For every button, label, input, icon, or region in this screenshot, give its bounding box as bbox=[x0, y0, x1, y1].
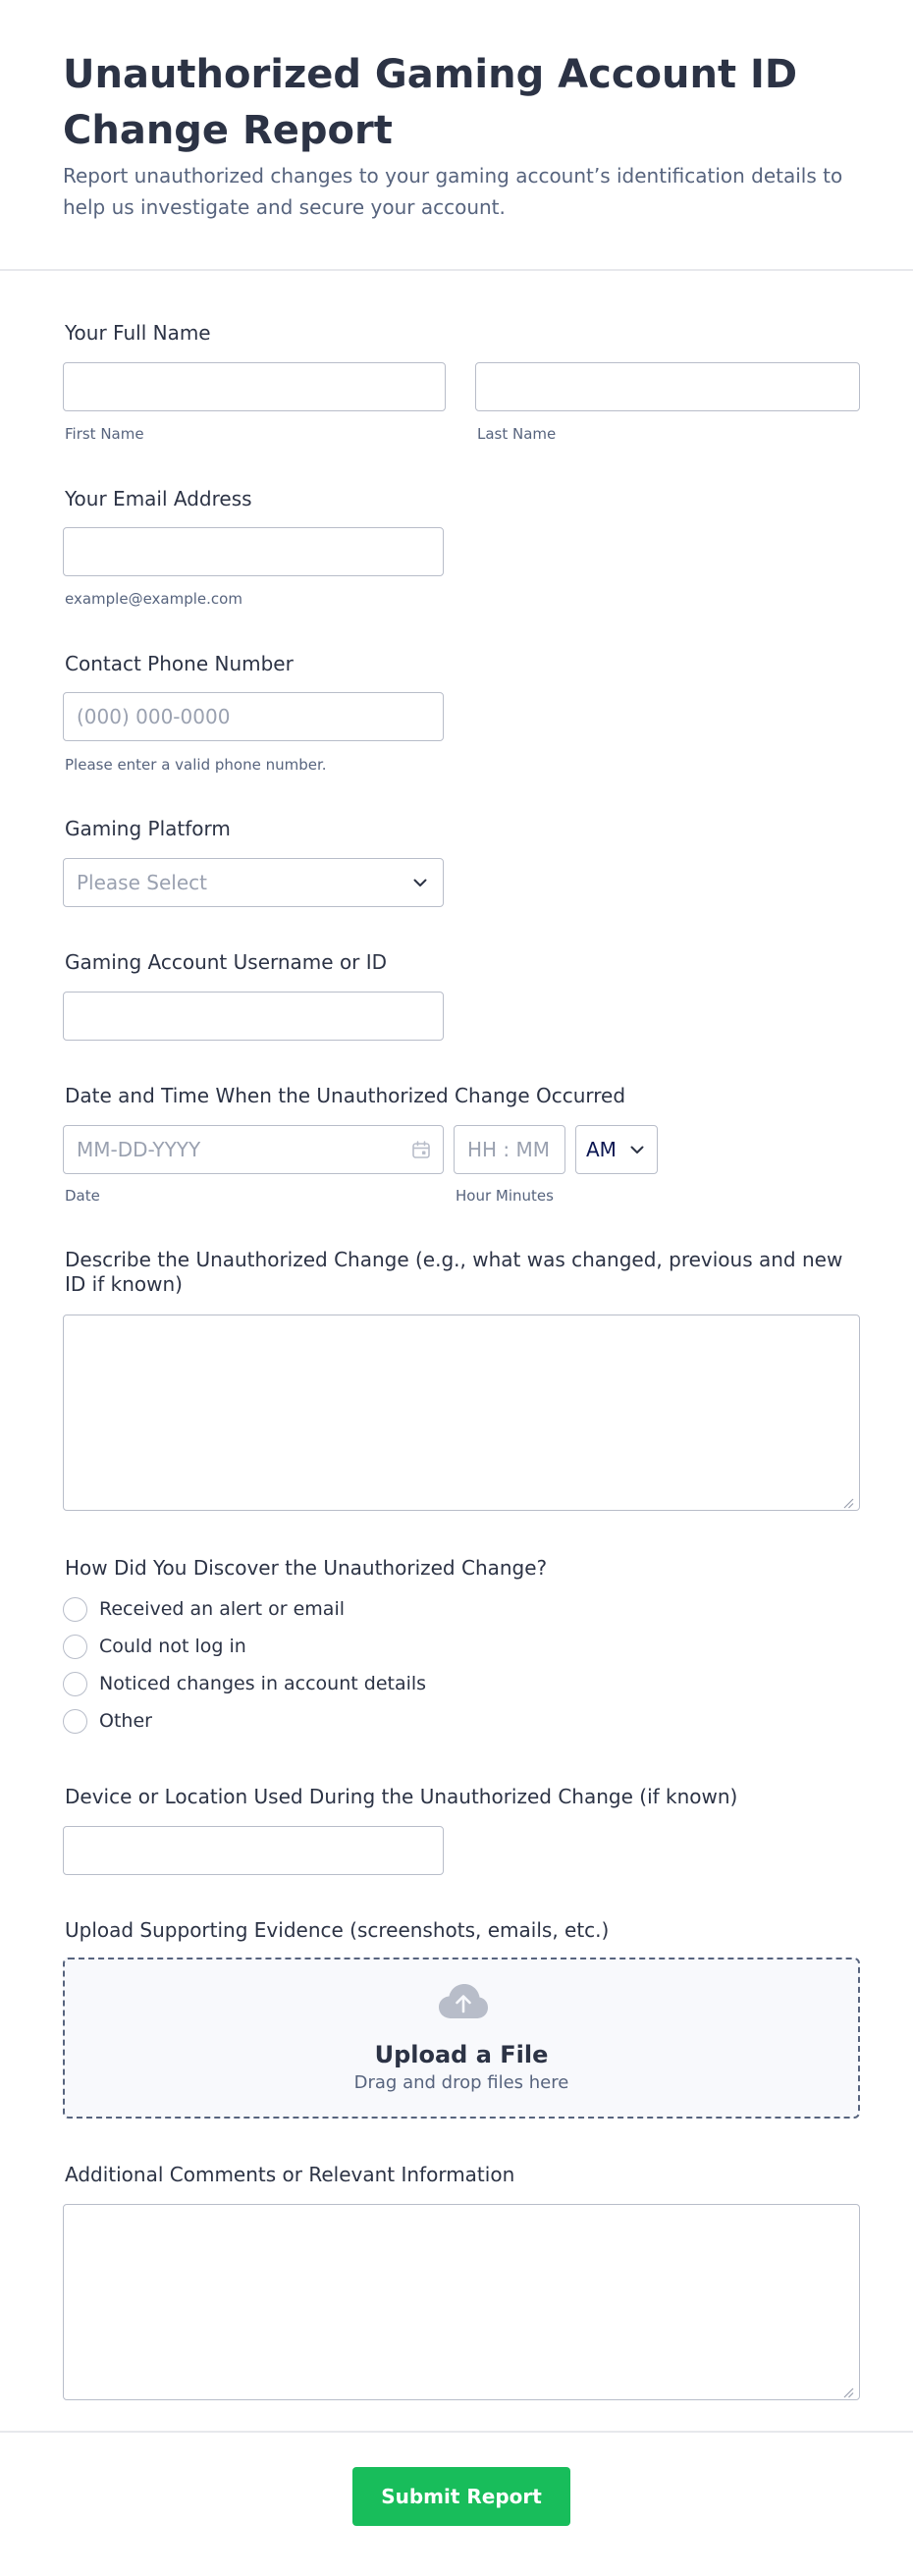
ampm-select[interactable] bbox=[575, 1125, 658, 1174]
radio-button[interactable] bbox=[63, 1635, 87, 1659]
radio-button[interactable] bbox=[63, 1672, 87, 1696]
radio-label: Noticed changes in account details bbox=[99, 1673, 427, 1694]
describe-label: Describe the Unauthorized Change (e.g., what was changed, previous and new ID if known) bbox=[65, 1248, 843, 1296]
page-subtitle: Report unauthorized changes to your gaming account’s identification details to help us investigate and secure your account. bbox=[63, 164, 843, 219]
chevron-down-icon bbox=[410, 873, 430, 892]
ampm-value: AM bbox=[586, 1138, 617, 1161]
upload-title: Upload a File bbox=[374, 2041, 549, 2068]
comments-textarea[interactable] bbox=[63, 2204, 860, 2400]
username-label: Gaming Account Username or ID bbox=[65, 950, 388, 974]
email-label: Your Email Address bbox=[65, 487, 252, 510]
email-sublabel: example@example.com bbox=[65, 590, 242, 608]
phone-input[interactable] bbox=[63, 692, 444, 741]
radio-button[interactable] bbox=[63, 1597, 87, 1622]
last-name-sublabel: Last Name bbox=[477, 425, 557, 443]
first-name-sublabel: First Name bbox=[65, 425, 144, 443]
radio-option-could-not-log-in[interactable] bbox=[63, 1633, 246, 1660]
platform-select-value: Please Select bbox=[77, 871, 207, 894]
calendar-icon[interactable] bbox=[410, 1139, 432, 1160]
device-label: Device or Location Used During the Unauthorized Change (if known) bbox=[65, 1785, 738, 1808]
chevron-down-icon bbox=[627, 1140, 647, 1159]
resize-handle-icon[interactable] bbox=[842, 2384, 854, 2395]
datetime-label: Date and Time When the Unauthorized Change Occurred bbox=[65, 1084, 626, 1107]
full-name-label: Your Full Name bbox=[65, 321, 211, 345]
describe-textarea[interactable] bbox=[63, 1315, 860, 1511]
file-upload-dropzone[interactable] bbox=[63, 1958, 860, 2119]
resize-handle-icon[interactable] bbox=[842, 1494, 854, 1506]
date-input[interactable] bbox=[63, 1125, 444, 1174]
cloud-upload-icon bbox=[438, 1983, 489, 2020]
radio-label: Other bbox=[99, 1710, 152, 1732]
comments-label: Additional Comments or Relevant Information bbox=[65, 2163, 515, 2186]
time-sublabel: Hour Minutes bbox=[456, 1187, 554, 1205]
form-header bbox=[0, 0, 913, 271]
radio-label: Could not log in bbox=[99, 1636, 246, 1657]
device-input[interactable] bbox=[63, 1826, 444, 1875]
phone-label: Contact Phone Number bbox=[65, 652, 294, 675]
submit-button[interactable]: Submit Report bbox=[352, 2467, 570, 2526]
discover-label: How Did You Discover the Unauthorized Change? bbox=[65, 1556, 548, 1580]
upload-hint: Drag and drop files here bbox=[353, 2072, 569, 2093]
date-sublabel: Date bbox=[65, 1187, 100, 1205]
email-input[interactable] bbox=[63, 527, 444, 576]
radio-option-other[interactable] bbox=[63, 1707, 152, 1735]
radio-label: Received an alert or email bbox=[99, 1598, 345, 1620]
upload-label: Upload Supporting Evidence (screenshots, emails, etc.) bbox=[65, 1918, 610, 1942]
radio-button[interactable] bbox=[63, 1709, 87, 1734]
last-name-input[interactable] bbox=[475, 362, 860, 411]
radio-option-alert[interactable] bbox=[63, 1595, 345, 1623]
time-input[interactable] bbox=[454, 1125, 565, 1174]
username-input[interactable] bbox=[63, 992, 444, 1041]
phone-sublabel: Please enter a valid phone number. bbox=[65, 756, 327, 774]
platform-label: Gaming Platform bbox=[65, 817, 231, 840]
platform-select[interactable] bbox=[63, 858, 444, 907]
page-title: Unauthorized Gaming Account ID Change Report bbox=[63, 52, 798, 153]
first-name-input[interactable] bbox=[63, 362, 446, 411]
radio-option-account-details[interactable] bbox=[63, 1670, 426, 1697]
